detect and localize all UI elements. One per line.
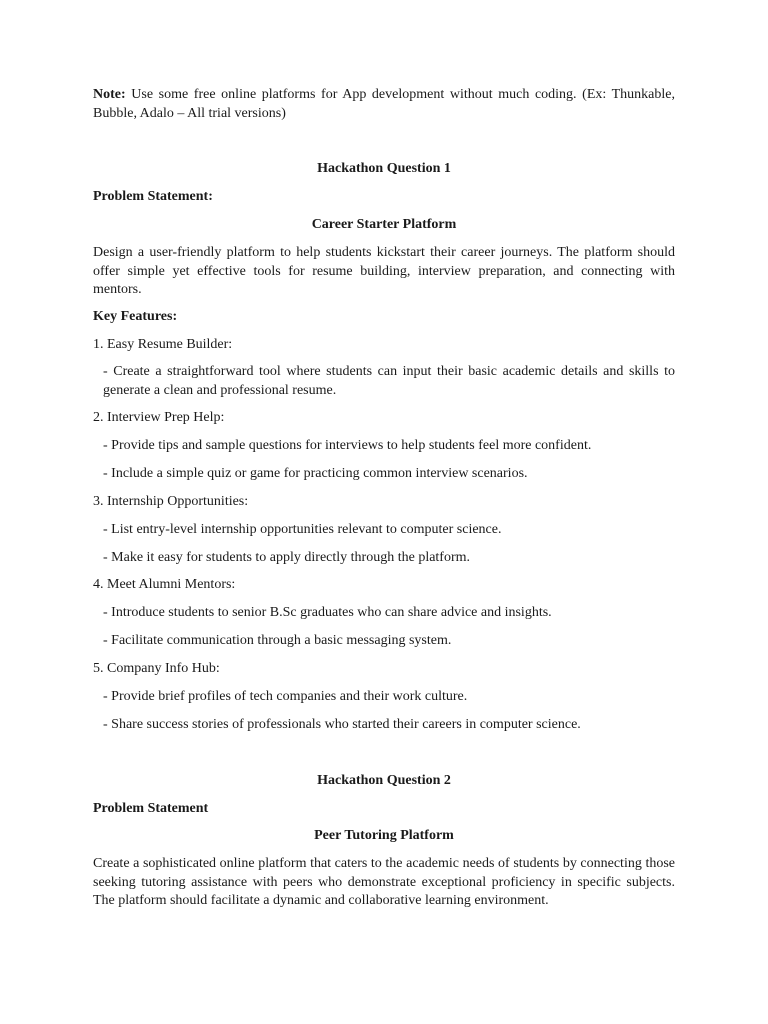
feature-1-point-1: - Create a straightforward tool where students can input their basic academic details and skills to generate a clean and professional resume. (103, 364, 675, 398)
q2-problem-label: Problem Statement (93, 801, 209, 816)
note-paragraph (93, 86, 675, 123)
feature-3-title: 3. Internship Opportunities: (93, 494, 249, 509)
q1-description: Design a user-friendly platform to help students kickstart their career journeys. The platform should offer simple yet effective tools for resume building, interview preparation, and connecting with mentors. (93, 245, 675, 297)
feature-5-point-1: - Provide brief profiles of tech companies and their work culture. (103, 689, 468, 704)
q2-description: Create a sophisticated online platform that caters to the academic needs of students by connecting those seeking tutoring assistance with peers who demonstrate exceptional proficiency in specific subjects. The platform should facilitate a dynamic and collaborative learning environment. (93, 856, 675, 908)
feature-4-title: 4. Meet Alumni Mentors: (93, 577, 236, 592)
q2-title: Peer Tutoring Platform (314, 828, 454, 843)
q1-features-label: Key Features: (93, 309, 178, 324)
note-label: Note: (93, 87, 126, 102)
feature-1-title: 1. Easy Resume Builder: (93, 337, 233, 352)
feature-3-point-1: - List entry-level internship opportunities relevant to computer science. (103, 522, 502, 537)
feature-5-title: 5. Company Info Hub: (93, 661, 220, 676)
feature-4-point-1: - Introduce students to senior B.Sc graduates who can share advice and insights. (103, 605, 552, 620)
document-page (93, 0, 675, 1024)
q1-heading: Hackathon Question 1 (317, 161, 451, 176)
feature-2-point-1: - Provide tips and sample questions for interviews to help students feel more confident. (103, 438, 592, 453)
feature-2-title: 2. Interview Prep Help: (93, 410, 225, 425)
note-text: Use some free online platforms for App development without much coding. (Ex: Thunkable, Bubble, Adalo – All trial versions) (93, 87, 675, 121)
feature-3-point-2: - Make it easy for students to apply directly through the platform. (103, 550, 471, 565)
q1-title: Career Starter Platform (311, 217, 457, 232)
feature-5-point-2: - Share success stories of professionals who started their careers in computer science. (103, 717, 581, 732)
q1-problem-label: Problem Statement: (93, 189, 213, 204)
q2-heading: Hackathon Question 2 (317, 773, 451, 788)
feature-2-point-2: - Include a simple quiz or game for practicing common interview scenarios. (103, 466, 528, 481)
feature-4-point-2: - Facilitate communication through a basic messaging system. (103, 633, 452, 648)
